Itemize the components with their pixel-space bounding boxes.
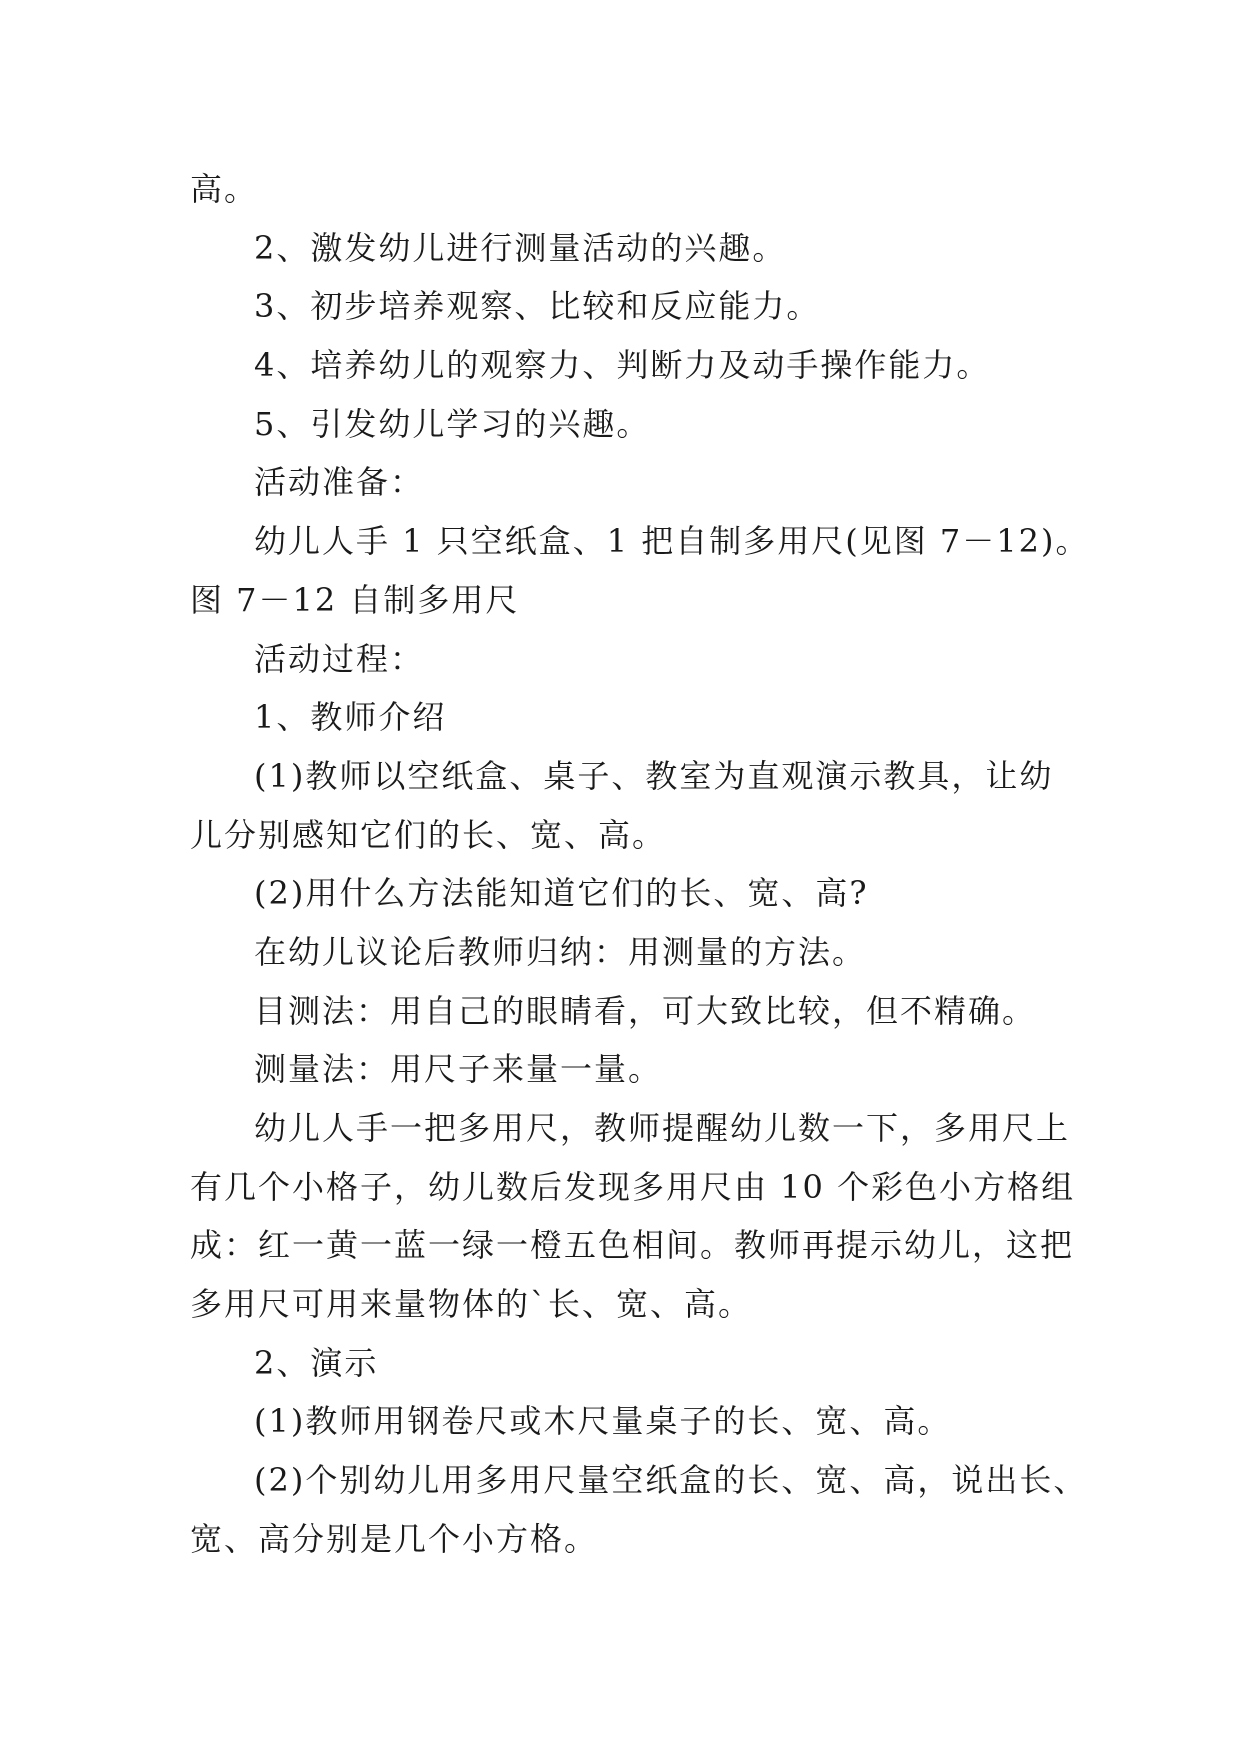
section-heading: 活动过程： [254,639,425,678]
text-line: 在幼儿议论后教师归纳：用测量的方法。 [254,932,867,971]
text-line: (2)个别幼儿用多用尺量空纸盒的长、宽、高，说出长、 [254,1461,1088,1500]
text-line: 测量法：用尺子来量一量。 [254,1050,663,1089]
text-line: 5、引发幼儿学习的兴趣。 [254,404,651,443]
text-line: 成：红一黄一蓝一绿一橙五色相间。教师再提示幼儿，这把 [190,1226,1075,1265]
text-line: 4、培养幼儿的观察力、判断力及动手操作能力。 [254,346,991,385]
text-line: 高。 [190,170,259,208]
text-line: 幼儿人手一把多用尺，教师提醒幼儿数一下，多用尺上 [254,1109,1071,1147]
text-line: (1)教师用钢卷尺或木尺量桌子的长、宽、高。 [254,1402,952,1441]
text-line: 2、激发幼儿进行测量活动的兴趣。 [254,228,787,267]
section-heading: 活动准备： [254,463,425,502]
text-line: 3、初步培养观察、比较和反应能力。 [254,287,821,326]
subsection-heading: 1、教师介绍 [254,698,447,737]
text-line: 多用尺可用来量物体的`长、宽、高。 [190,1285,753,1324]
document-body [190,160,1090,1569]
text-line: 儿分别感知它们的长、宽、高。 [190,815,667,854]
text-line: 有几个小格子，幼儿数后发现多用尺由 10 个彩色小方格组 [190,1167,1076,1206]
text-line: 幼儿人手 1 只空纸盒、1 把自制多用尺(见图 7－12)。 [254,522,1090,561]
text-line: 宽、高分别是几个小方格。 [190,1519,599,1558]
text-line: (2)用什么方法能知道它们的长、宽、高? [254,874,869,913]
text-line: 目测法：用自己的眼睛看，可大致比较，但不精确。 [254,991,1037,1030]
subsection-heading: 2、演示 [254,1343,379,1382]
text-line: (1)教师以空纸盒、桌子、教室为直观演示教具，让幼 [254,756,1054,795]
figure-caption: 图 7－12 自制多用尺 [190,580,520,619]
